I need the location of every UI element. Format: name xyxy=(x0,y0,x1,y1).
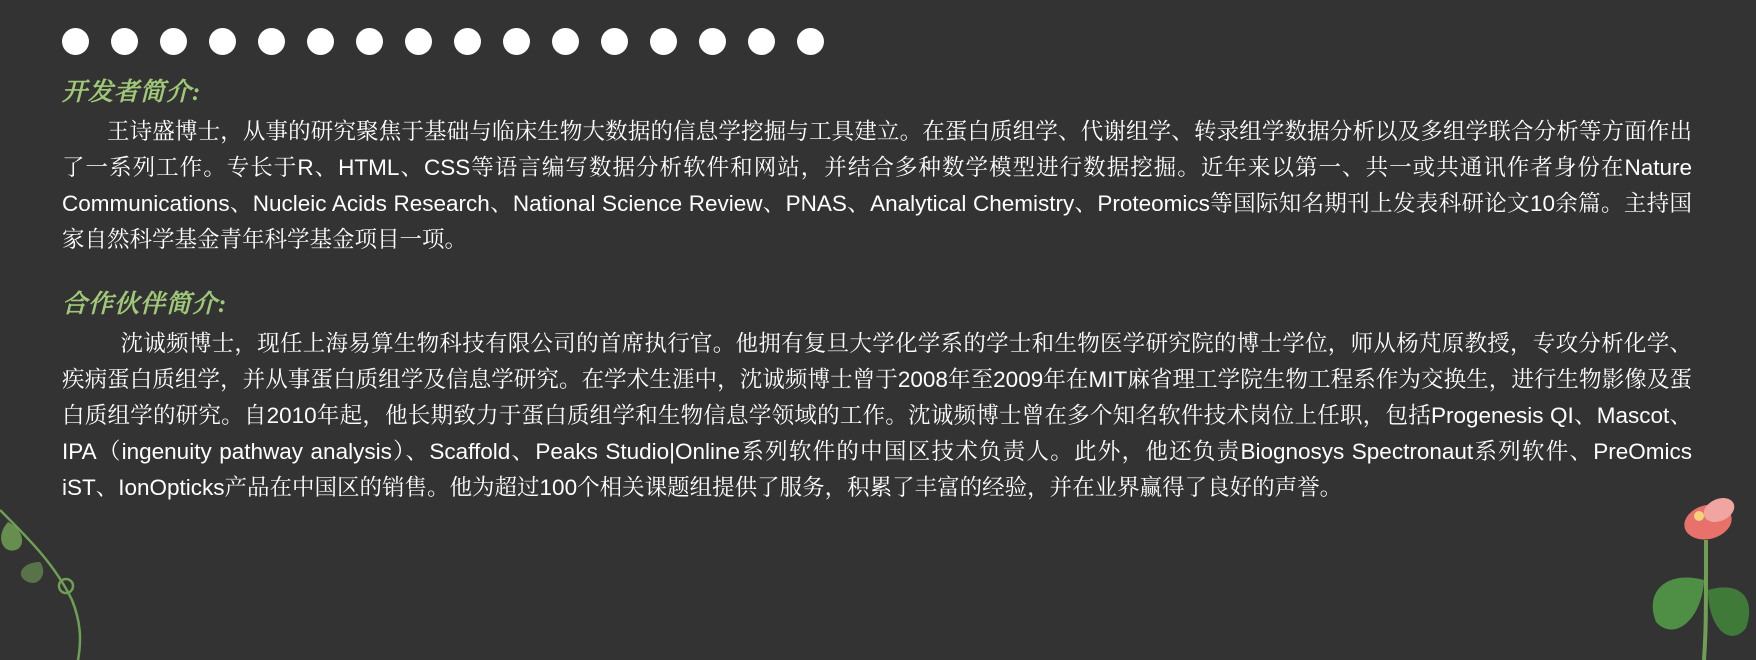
dot-icon xyxy=(650,28,677,55)
dot-icon xyxy=(797,28,824,55)
partner-section-body: 沈诚频博士，现任上海易算生物科技有限公司的首席执行官。他拥有复旦大学化学系的学士和生物医学研究院的博士学位，师从杨芃原教授，专攻分析化学、疾病蛋白质组学，并从事蛋白质组学及信息学研究。在学术生涯中，沈诚频博士曾于2008年至2009年在MIT麻省理工学院生物工程系作为交换生，进行生物影像及蛋白质组学的研究。自2010年起，他长期致力于蛋白质组学和生物信息学领域的工作。沈诚频博士曾在多个知名软件技术岗位上任职，包括Progenesis QI、Mascot、IPA（ingenuity pathway analysis）、Scaffold、Peaks Studio|Online系列软件的中国区技术负责人。此外，他还负责Biognosys Spectronaut系列软件、PreOmics iST、IonOpticks产品在中国区的销售。他为超过100个相关课题组提供了服务，积累了丰富的经验，并在业界赢得了良好的声誉。 xyxy=(62,331,1692,500)
dot-icon xyxy=(601,28,628,55)
dot-icon xyxy=(405,28,432,55)
developer-section-title: 开发者简介: xyxy=(62,79,202,106)
dot-icon xyxy=(62,28,89,55)
partner-section-title: 合作伙伴简介: xyxy=(62,291,228,318)
dot-icon xyxy=(111,28,138,55)
developer-section-body: 王诗盛博士，从事的研究聚焦于基础与临床生物大数据的信息学挖掘与工具建立。在蛋白质组学、代谢组学、转录组学数据分析以及多组学联合分析等方面作出了一系列工作。专长于R、HTML、CSS等语言编写数据分析软件和网站，并结合多种数学模型进行数据挖掘。近年来以第一、共一或共通讯作者身份在Nature Communications、Nucleic Acids Research、National Science Review、PNAS、Analytical Chemistry、Proteomics等国际知名期刊上发表科研论文10余篇。主持国家自然科学基金青年科学基金项目一项。 xyxy=(62,119,1692,252)
dot-icon xyxy=(699,28,726,55)
dot-icon xyxy=(454,28,481,55)
dot-icon xyxy=(356,28,383,55)
dot-icon xyxy=(258,28,285,55)
dot-icon xyxy=(552,28,579,55)
dot-icon xyxy=(503,28,530,55)
decorative-dot-row xyxy=(62,28,824,55)
dot-icon xyxy=(307,28,334,55)
dot-icon xyxy=(748,28,775,55)
slide-content xyxy=(62,72,1692,506)
dot-icon xyxy=(209,28,236,55)
dot-icon xyxy=(160,28,187,55)
